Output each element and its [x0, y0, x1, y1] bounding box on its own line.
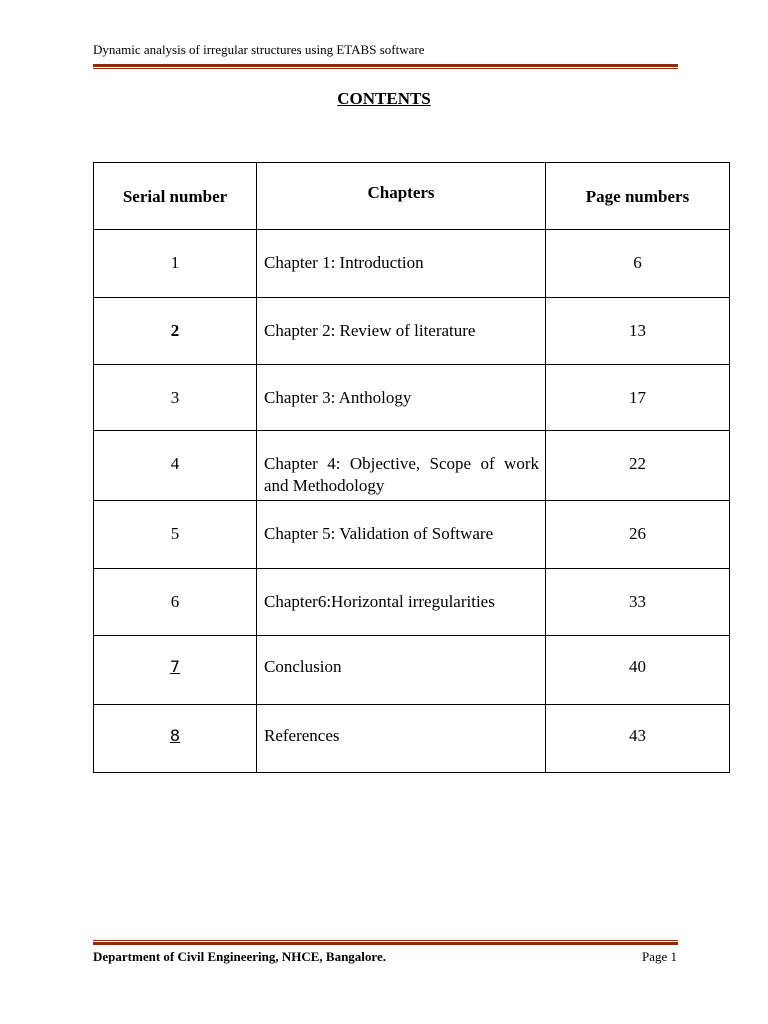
table-row — [94, 365, 730, 431]
footer-page-number: Page 1 — [641, 949, 677, 964]
chapter-cell: Chapter 1: Introduction — [257, 230, 546, 298]
chapter-cell: Conclusion — [257, 636, 546, 705]
chapter-cell: Chapter6:Horizontal irregularities — [257, 569, 546, 636]
header-rule — [93, 64, 678, 69]
contents-table — [93, 162, 730, 773]
column-header-chapters: Chapters — [257, 163, 546, 230]
chapter-cell: References — [257, 705, 546, 773]
page-number-cell: 33 — [546, 569, 730, 636]
page-number-cell: 22 — [546, 431, 730, 501]
serial-cell: 3 — [94, 365, 257, 431]
table-row — [94, 501, 730, 569]
serial-cell: 2 — [94, 298, 257, 365]
table-row — [94, 230, 730, 298]
page-number-cell: 17 — [546, 365, 730, 431]
serial-cell — [94, 705, 257, 773]
footer-rule — [93, 940, 678, 945]
page-title: CONTENTS — [337, 89, 431, 108]
chapter-cell: Chapter 2: Review of literature — [257, 298, 546, 365]
table-row — [94, 636, 730, 705]
table-row — [94, 298, 730, 365]
chapter-cell: Chapter 5: Validation of Software — [257, 501, 546, 569]
page-number-cell: 40 — [546, 636, 730, 705]
serial-cell: 1 — [94, 230, 257, 298]
page-number-cell: 43 — [546, 705, 730, 773]
chapter-cell: Chapter 4: Objective, Scope of work and Methodology — [257, 431, 546, 501]
serial-cell — [94, 636, 257, 705]
serial-cell: 6 — [94, 569, 257, 636]
chapter-cell: Chapter 3: Anthology — [257, 365, 546, 431]
table-header-row — [94, 163, 730, 230]
serial-value: 7 — [169, 657, 181, 676]
serial-cell: 5 — [94, 501, 257, 569]
table-row — [94, 569, 730, 636]
page-number-cell: 6 — [546, 230, 730, 298]
column-header-serial: Serial number — [94, 163, 257, 230]
page-number-cell: 13 — [546, 298, 730, 365]
page-number-cell: 26 — [546, 501, 730, 569]
serial-cell: 4 — [94, 431, 257, 501]
column-header-pages: Page numbers — [546, 163, 730, 230]
running-header: Dynamic analysis of irregular structures using ETABS software — [93, 42, 425, 57]
footer-department: Department of Civil Engineering, NHCE, Bangalore. — [93, 949, 386, 964]
table-row — [94, 705, 730, 773]
serial-value: 8 — [169, 726, 181, 745]
table-row — [94, 431, 730, 501]
